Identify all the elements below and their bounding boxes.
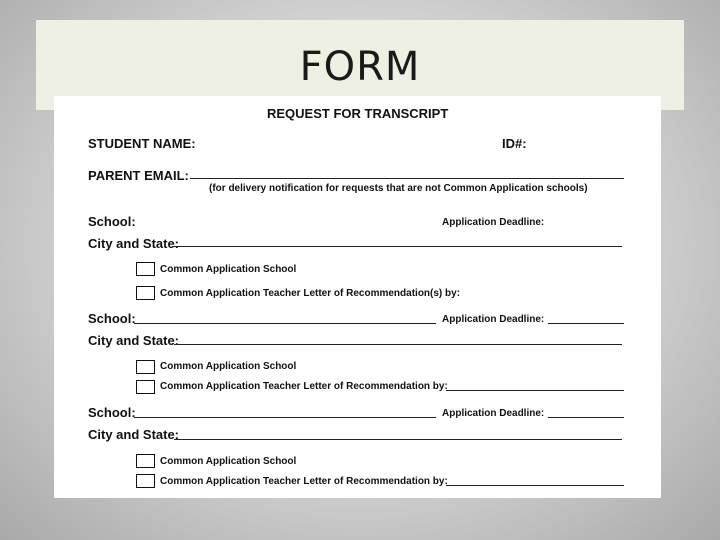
school-1-label: School: [88, 214, 136, 229]
school-3-city-state-label: City and State: [88, 427, 180, 442]
school-2-city-state-label: City and State: [88, 333, 180, 348]
id-label: ID#: [502, 136, 527, 151]
school-2-deadline-field[interactable] [548, 323, 624, 324]
school-3-deadline-field[interactable] [548, 417, 624, 418]
school-1-city-state-field[interactable] [174, 246, 622, 247]
school-3-city-state-field[interactable] [174, 439, 622, 440]
transcript-request-form [54, 96, 661, 498]
slide-title: FORM [299, 44, 421, 90]
parent-email-label: PARENT EMAIL: [88, 168, 189, 183]
parent-email-field[interactable] [190, 178, 624, 179]
school-3-deadline-label: Application Deadline: [442, 408, 545, 419]
school-2-common-app-label: Common Application School [160, 361, 297, 372]
school-3-label: School: [88, 405, 136, 420]
school-3-teacher-letter-field[interactable] [446, 485, 624, 486]
school-1-common-app-label: Common Application School [160, 264, 297, 275]
school-2-teacher-letter-field[interactable] [446, 390, 624, 391]
school-2-common-app-checkbox[interactable] [136, 360, 155, 374]
school-2-city-state-field[interactable] [174, 344, 622, 345]
school-2-label: School: [88, 311, 136, 326]
parent-email-note: (for delivery notification for requests that are not Common Application schools) [209, 183, 588, 194]
school-1-deadline-label: Application Deadline: [442, 217, 545, 228]
school-2-teacher-letter-checkbox[interactable] [136, 380, 155, 394]
school-1-city-state-label: City and State: [88, 236, 180, 251]
school-1-teacher-letter-label: Common Application Teacher Letter of Recommendation(s) by: [160, 288, 461, 299]
school-1-teacher-letter-checkbox[interactable] [136, 286, 155, 300]
school-3-name-field[interactable] [134, 417, 436, 418]
school-1-common-app-checkbox[interactable] [136, 262, 155, 276]
school-2-teacher-letter-label: Common Application Teacher Letter of Recommendation by: [160, 381, 448, 392]
school-3-teacher-letter-label: Common Application Teacher Letter of Recommendation by: [160, 476, 448, 487]
school-3-common-app-checkbox[interactable] [136, 454, 155, 468]
student-name-label: STUDENT NAME: [88, 136, 196, 151]
school-3-teacher-letter-checkbox[interactable] [136, 474, 155, 488]
form-title: REQUEST FOR TRANSCRIPT [267, 106, 449, 121]
school-2-name-field[interactable] [134, 323, 436, 324]
school-3-common-app-label: Common Application School [160, 456, 297, 467]
school-2-deadline-label: Application Deadline: [442, 314, 545, 325]
